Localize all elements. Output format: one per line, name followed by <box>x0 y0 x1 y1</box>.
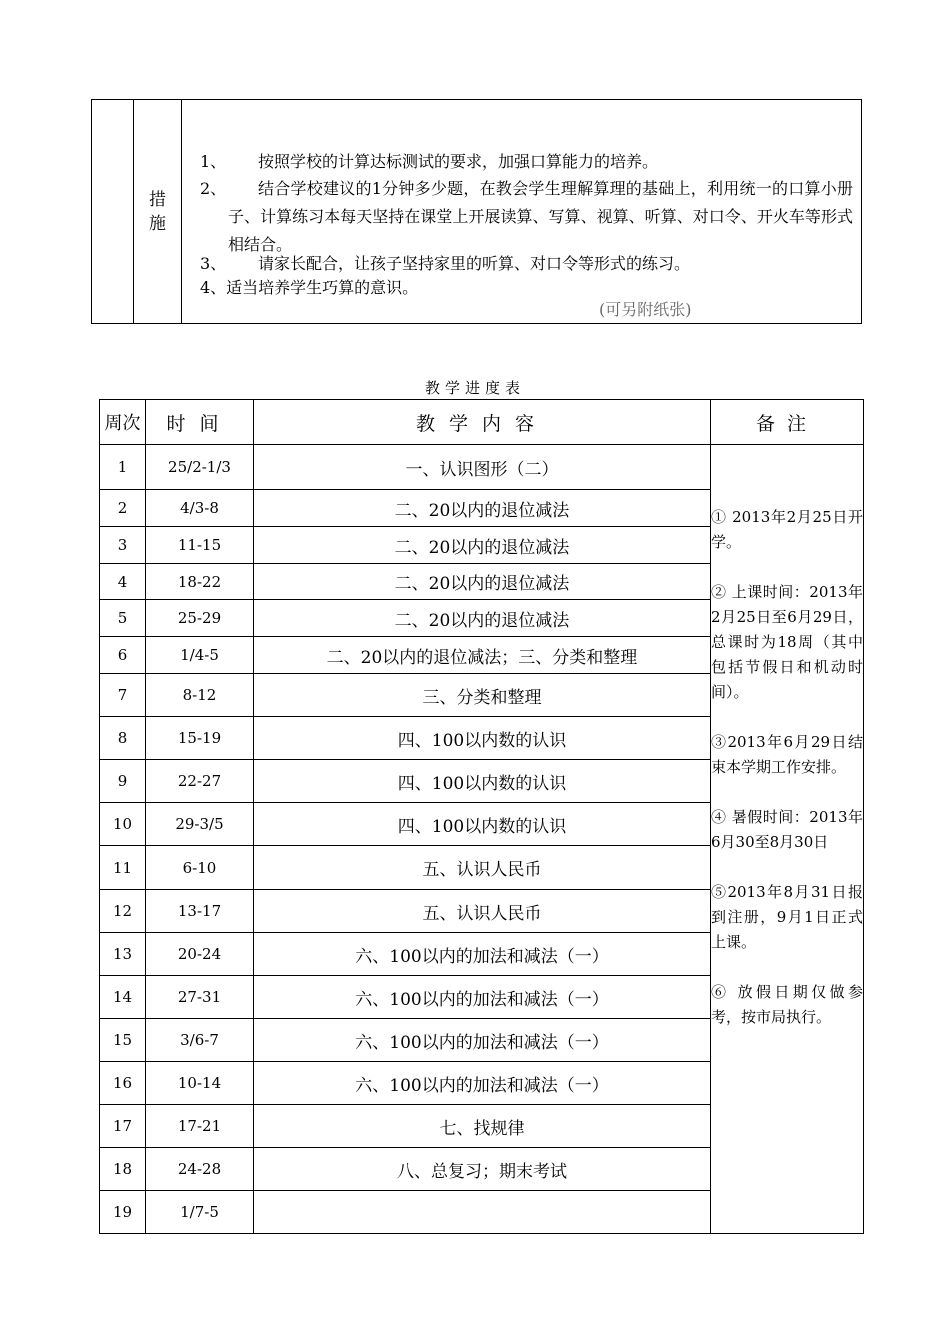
header-content: 教学内容 <box>254 400 711 445</box>
week-cell: 4 <box>100 564 146 600</box>
remark-item: ① 2013年2月25日开学。 <box>711 508 863 551</box>
time-cell: 15-19 <box>146 717 254 760</box>
content-cell: 二、20以内的退位减法 <box>254 600 711 637</box>
time-cell: 18-22 <box>146 564 254 600</box>
time-cell: 8-12 <box>146 674 254 717</box>
time-cell: 22-27 <box>146 760 254 803</box>
header-row <box>100 400 864 445</box>
content-cell: 八、总复习；期末考试 <box>254 1148 711 1191</box>
measure-2-number: 2、 <box>200 179 227 198</box>
time-cell: 3/6-7 <box>146 1019 254 1062</box>
time-cell: 17-21 <box>146 1105 254 1148</box>
week-cell: 15 <box>100 1019 146 1062</box>
week-cell: 1 <box>100 445 146 490</box>
week-cell: 19 <box>100 1191 146 1234</box>
content-cell: 四、100以内数的认识 <box>254 803 711 846</box>
header-week: 周次 <box>100 400 146 445</box>
remark-item: ④ 暑假时间：2013年6月30至8月30日 <box>711 808 863 851</box>
content-cell: 六、100以内的加法和减法（一） <box>254 976 711 1019</box>
content-cell: 六、100以内的加法和减法（一） <box>254 933 711 976</box>
week-cell: 8 <box>100 717 146 760</box>
week-cell: 14 <box>100 976 146 1019</box>
week-cell: 6 <box>100 637 146 674</box>
content-cell: 二、20以内的退位减法 <box>254 490 711 527</box>
content-cell: 二、20以内的退位减法 <box>254 564 711 600</box>
measures-content <box>182 100 861 323</box>
content-cell: 二、20以内的退位减法；三、分类和整理 <box>254 637 711 674</box>
content-cell: 六、100以内的加法和减法（一） <box>254 1062 711 1105</box>
remark-item: ② 上课时间：2013年2月25日至6月29日，总课时为18周（其中包括节假日和机动时间）。 <box>711 583 863 701</box>
time-cell: 24-28 <box>146 1148 254 1191</box>
content-cell <box>254 1191 711 1234</box>
remarks-cell <box>711 445 864 1234</box>
measure-4-text: 4、适当培养学生巧算的意识。 <box>200 278 419 297</box>
remark-item: ⑤2013年8月31日报到注册，9月1日正式上课。 <box>711 883 863 951</box>
content-cell: 六、100以内的加法和减法（一） <box>254 1019 711 1062</box>
time-cell: 25-29 <box>146 600 254 637</box>
time-cell: 29-3/5 <box>146 803 254 846</box>
content-cell: 四、100以内数的认识 <box>254 717 711 760</box>
content-cell: 七、找规律 <box>254 1105 711 1148</box>
week-cell: 5 <box>100 600 146 637</box>
week-cell: 13 <box>100 933 146 976</box>
measure-3-number: 3、 <box>200 254 227 273</box>
header-remarks: 备注 <box>711 400 864 445</box>
time-cell: 20-24 <box>146 933 254 976</box>
week-cell: 9 <box>100 760 146 803</box>
week-cell: 3 <box>100 527 146 564</box>
week-cell: 16 <box>100 1062 146 1105</box>
time-cell: 13-17 <box>146 890 254 933</box>
week-cell: 17 <box>100 1105 146 1148</box>
time-cell: 1/4-5 <box>146 637 254 674</box>
time-cell: 25/2-1/3 <box>146 445 254 490</box>
time-cell: 6-10 <box>146 846 254 890</box>
measure-1-number: 1、 <box>200 152 227 171</box>
week-cell: 7 <box>100 674 146 717</box>
schedule-table <box>99 399 864 1234</box>
table-row <box>100 445 864 490</box>
measure-2-text: 结合学校建议的1分钟多少题，在教会学生理解算理的基础上，利用统一的口算小册子、计算练习本每天坚持在课堂上开展读算、写算、视算、听算、对口令、开火车等形式相结合。 <box>228 179 853 254</box>
content-cell: 四、100以内数的认识 <box>254 760 711 803</box>
content-cell: 一、认识图形（二） <box>254 445 711 490</box>
week-cell: 10 <box>100 803 146 846</box>
content-cell: 三、分类和整理 <box>254 674 711 717</box>
measure-3-text: 请家长配合，让孩子坚持家里的听算、对口令等形式的练习。 <box>258 254 691 273</box>
week-cell: 11 <box>100 846 146 890</box>
measures-box <box>91 99 862 324</box>
schedule-title: 教学进度表 <box>424 379 525 397</box>
content-cell: 五、认识人民币 <box>254 846 711 890</box>
time-cell: 4/3-8 <box>146 490 254 527</box>
remark-item: ③2013年6月29日结束本学期工作安排。 <box>711 733 863 776</box>
attach-paper-note: (可另附纸张) <box>599 300 692 319</box>
week-cell: 18 <box>100 1148 146 1191</box>
time-cell: 27-31 <box>146 976 254 1019</box>
time-cell: 1/7-5 <box>146 1191 254 1234</box>
blank-column <box>92 100 134 323</box>
header-time: 时间 <box>146 400 254 445</box>
content-cell: 二、20以内的退位减法 <box>254 527 711 564</box>
measure-1-text: 按照学校的计算达标测试的要求，加强口算能力的培养。 <box>258 152 659 171</box>
remark-item: ⑥ 放假日期仅做参考，按市局执行。 <box>711 983 863 1026</box>
time-cell: 10-14 <box>146 1062 254 1105</box>
week-cell: 2 <box>100 490 146 527</box>
content-cell: 五、认识人民币 <box>254 890 711 933</box>
measures-label: 措施 <box>149 189 166 234</box>
week-cell: 12 <box>100 890 146 933</box>
measures-label-cell <box>134 100 182 323</box>
time-cell: 11-15 <box>146 527 254 564</box>
